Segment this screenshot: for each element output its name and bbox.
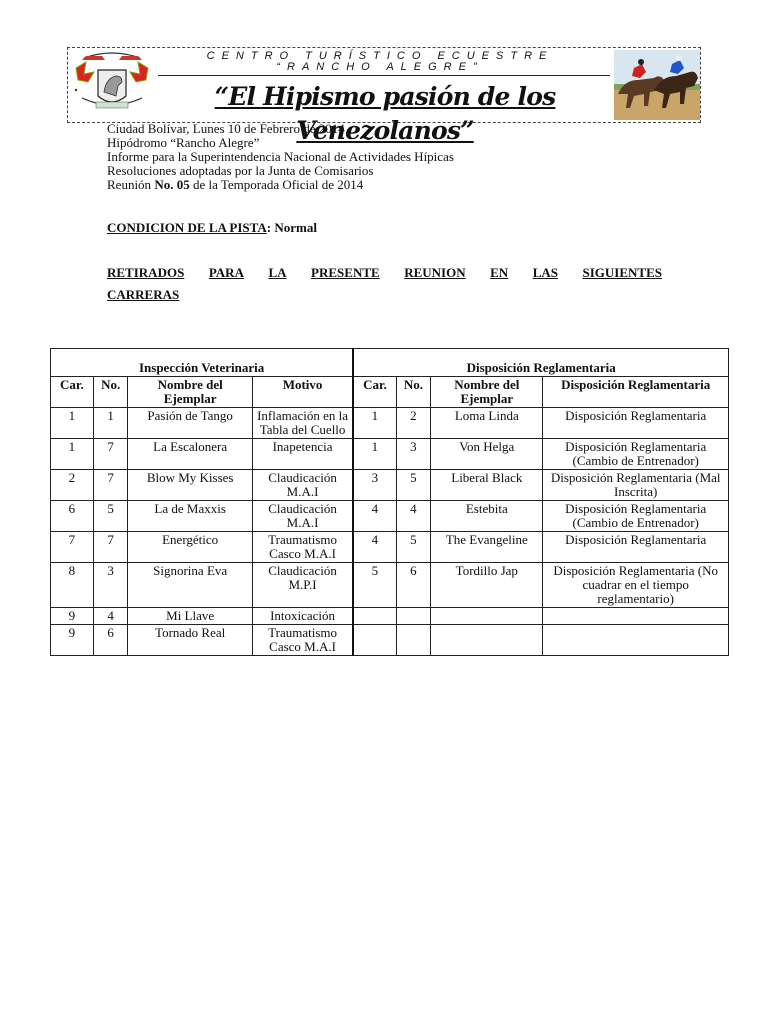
table-cell: Traumatismo Casco M.A.I xyxy=(252,625,353,656)
table-cell: 9 xyxy=(51,625,94,656)
letterhead-subtitle: “RANCHO ALEGRE” xyxy=(276,61,484,73)
table-cell: La de Maxxis xyxy=(128,501,252,532)
slogan: “El Hipismo pasión de los Venezolanos” xyxy=(214,82,556,145)
reunion-number: No. 05 xyxy=(154,177,190,192)
table-cell: 9 xyxy=(51,608,94,625)
table-cell: Loma Linda xyxy=(431,408,543,439)
table-cell: 7 xyxy=(93,439,128,470)
table-row xyxy=(51,625,729,656)
withdrawn-heading-word: LAS xyxy=(532,265,558,280)
table-cell: Claudicación M.A.I xyxy=(252,470,353,501)
table-cell: 5 xyxy=(353,563,396,608)
col-header: Nombre del Ejemplar xyxy=(128,377,252,408)
table-cell: Intoxicación xyxy=(252,608,353,625)
table-cell xyxy=(543,625,729,656)
table-cell: Liberal Black xyxy=(431,470,543,501)
table-cell: Tordillo Jap xyxy=(431,563,543,608)
table-cell: 4 xyxy=(396,501,431,532)
group-veterinary: Inspección Veterinaria xyxy=(51,349,354,377)
table-cell: 2 xyxy=(51,470,94,501)
withdrawn-heading-line1 xyxy=(107,262,662,284)
table-cell: Mi Llave xyxy=(128,608,252,625)
table-cell: 4 xyxy=(353,501,396,532)
table-cell: 1 xyxy=(51,439,94,470)
table-cell: La Escalonera xyxy=(128,439,252,470)
table-cell: Disposición Reglamentaria xyxy=(543,532,729,563)
table-cell: Disposición Reglamentaria (No cuadrar en el tiempo reglamentario) xyxy=(543,563,729,608)
table-cell xyxy=(543,608,729,625)
table-cell: Estebita xyxy=(431,501,543,532)
withdrawals-table xyxy=(50,348,729,656)
table-cell: 3 xyxy=(396,439,431,470)
table-cell: 3 xyxy=(353,470,396,501)
table-cell: 4 xyxy=(93,608,128,625)
reunion-suffix: de la Temporada Oficial de 2014 xyxy=(189,177,364,192)
col-header: Car. xyxy=(353,377,396,408)
table-cell: Inapetencia xyxy=(252,439,353,470)
report-info xyxy=(107,122,667,192)
table-cell: Disposición Reglamentaria (Cambio de Entrenador) xyxy=(543,439,729,470)
col-header: Car. xyxy=(51,377,94,408)
withdrawn-heading-word: RETIRADOS xyxy=(107,265,185,280)
table-cell: Claudicación M.A.I xyxy=(252,501,353,532)
track-condition-label: CONDICION DE LA PISTA xyxy=(107,220,267,235)
table-cell: 8 xyxy=(51,563,94,608)
col-header: No. xyxy=(396,377,431,408)
withdrawn-heading-word: SIGUIENTES xyxy=(582,265,662,280)
info-line: Hipódromo “Rancho Alegre” xyxy=(107,135,260,150)
table-cell: 6 xyxy=(51,501,94,532)
info-line: Informe para la Superintendencia Nacional de Actividades Hípicas xyxy=(107,149,454,164)
letterhead-title: CENTRO TURÍSTICO ECUESTRE xyxy=(206,50,554,62)
table-cell: Inflamación en la Tabla del Cuello xyxy=(252,408,353,439)
table-cell: 5 xyxy=(93,501,128,532)
table-cell: 1 xyxy=(51,408,94,439)
withdrawn-heading-word: PARA xyxy=(208,265,244,280)
table-row xyxy=(51,563,729,608)
reunion-line xyxy=(107,178,667,192)
table-cell: Disposición Reglamentaria (Mal Inscrita) xyxy=(543,470,729,501)
table-row xyxy=(51,439,729,470)
withdrawn-heading xyxy=(107,262,662,306)
table-cell: 1 xyxy=(93,408,128,439)
table-cell: Disposición Reglamentaria xyxy=(543,408,729,439)
table-cell xyxy=(431,608,543,625)
table-cell: 7 xyxy=(51,532,94,563)
table-cell: Tornado Real xyxy=(128,625,252,656)
table-row xyxy=(51,532,729,563)
table-row xyxy=(51,501,729,532)
table-cell: 7 xyxy=(93,532,128,563)
table-cell: 6 xyxy=(396,563,431,608)
horse-racing-photo xyxy=(614,50,700,120)
table-cell: Traumatismo Casco M.A.I xyxy=(252,532,353,563)
letterhead-divider xyxy=(158,75,610,76)
table-cell: 1 xyxy=(353,439,396,470)
table-row xyxy=(51,470,729,501)
track-condition-value: : Normal xyxy=(266,220,317,235)
table-cell: 5 xyxy=(396,470,431,501)
table-cell: Energético xyxy=(128,532,252,563)
table-row xyxy=(51,608,729,625)
withdrawn-heading-line2: CARRERAS xyxy=(107,287,180,302)
info-line: Resoluciones adoptadas por la Junta de Comisarios xyxy=(107,163,374,178)
table-cell xyxy=(396,608,431,625)
table-cell: 3 xyxy=(93,563,128,608)
table-cell: 5 xyxy=(396,532,431,563)
table-cell: Von Helga xyxy=(431,439,543,470)
col-header: Motivo xyxy=(252,377,353,408)
withdrawn-heading-word: EN xyxy=(490,265,509,280)
col-header: Disposición Reglamentaria xyxy=(543,377,729,408)
withdrawn-heading-word: LA xyxy=(268,265,287,280)
table-cell xyxy=(353,625,396,656)
col-header: Nombre del Ejemplar xyxy=(431,377,543,408)
withdrawn-heading-word: REUNION xyxy=(404,265,466,280)
table-cell: 6 xyxy=(93,625,128,656)
club-crest-logo xyxy=(72,50,152,120)
table-cell xyxy=(431,625,543,656)
table-cell: Pasión de Tango xyxy=(128,408,252,439)
table-cell: Blow My Kisses xyxy=(128,470,252,501)
table-cell xyxy=(396,625,431,656)
table-cell: 7 xyxy=(93,470,128,501)
table-column-header xyxy=(51,377,729,408)
withdrawn-heading-word: PRESENTE xyxy=(311,265,380,280)
table-cell: 2 xyxy=(396,408,431,439)
info-line: Ciudad Bolívar, Lunes 10 de Febrero de 2014 xyxy=(107,121,345,136)
table-cell: Disposición Reglamentaria (Cambio de Entrenador) xyxy=(543,501,729,532)
table-cell: The Evangeline xyxy=(431,532,543,563)
table-group-header xyxy=(51,349,729,377)
table-cell: 1 xyxy=(353,408,396,439)
track-condition xyxy=(107,221,317,235)
table-cell: Signorina Eva xyxy=(128,563,252,608)
col-header: No. xyxy=(93,377,128,408)
table-row xyxy=(51,408,729,439)
table-cell: 4 xyxy=(353,532,396,563)
table-cell xyxy=(353,608,396,625)
reunion-prefix: Reunión xyxy=(107,177,155,192)
group-regulatory: Disposición Reglamentaria xyxy=(353,349,728,377)
table-cell: Claudicación M.P.I xyxy=(252,563,353,608)
